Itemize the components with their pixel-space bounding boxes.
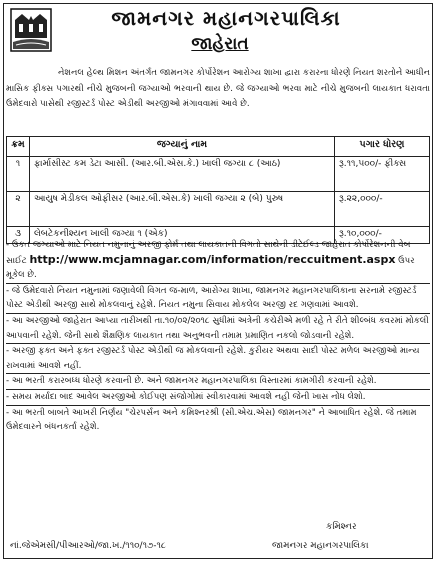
- row-pay: રૂ.૧૧,૫૦૦/- ફીક્સ: [335, 157, 430, 192]
- note-item: [6, 283, 430, 313]
- note-item: [6, 238, 430, 283]
- row-no: ૨: [7, 192, 30, 227]
- notes-list: [6, 238, 430, 435]
- website-link[interactable]: http://www.mcjamnagar.com/information/reccuitment.aspx: [29, 252, 396, 266]
- row-post: લેબટેકનીશ્યન ખાલી જગ્યા ૧ (એક): [30, 227, 335, 244]
- note-item: [6, 405, 430, 435]
- col-header-no: ક્રમ: [7, 137, 30, 157]
- row-no: ૩: [7, 227, 30, 244]
- note-text: - ઉકત જગ્યાઓ માટે નિયત નમુનાનું અરજી ફોર્મ તથા લાયકાતની વિગતો સાથેની ડીટેઈલ્ડ જાહેરાત કોર્પોરેશનની વેબ સાઈટ: [6, 240, 411, 266]
- note-item: [6, 343, 430, 373]
- col-header-post: જગ્યાનું નામ: [30, 137, 335, 157]
- note-item: [6, 389, 430, 405]
- row-post: ફાર્માસીસ્ટ કમ ડેટા આસી. (આર.બી.એસ.કે.) ખાલી જગ્યા ૮ (આઠ): [30, 157, 335, 192]
- note-item: [6, 373, 430, 389]
- row-pay: રૂ.૨૨,૦૦૦/-: [335, 192, 430, 227]
- row-post: આયુષ મેડીકલ ઓફીસર (આર.બી.એસ.કે) ખાલી જગ્યા ૨ (બે) પુરુષ: [30, 192, 335, 227]
- row-no: ૧: [7, 157, 30, 192]
- posts-table: [6, 136, 430, 244]
- signature-designation: કમિશ્નર: [326, 522, 357, 532]
- org-name: જામનગર મહાનગરપાલિકા: [111, 6, 341, 30]
- note-text: - અરજી ફક્ત અને ફક્ત રજીસ્ટર્ડ પોસ્ટ એડીથી જ મોકલવાની રહેશે. કુરીયર અથવા સાદી પોસ્ટ મળેલ અરજીઓ માન્ય રાખવામાં આવશે નહીં.: [6, 346, 420, 371]
- advertisement-title: જાહેરાત: [191, 34, 249, 54]
- note-text: - આ અરજીઓ જાહેરાત આપ્યા તારીખથી તા.૧૦/૦૨/૨૦૧૮ સુધીમાં અત્રેની કચેરીએ મળી રહે તે રીતે શીલ્બંધ કવરમાં મોકલી આપવાની રહેશે. જેની સાથે શૈક્ષણિક લાયકાત તથા અનુભવની તમામ પ્રમાણિત નકલો જોડવાની રહેશે.: [6, 315, 429, 341]
- col-header-pay: પગાર ધોરણ: [335, 137, 430, 157]
- intro-paragraph: [6, 66, 430, 113]
- note-item: [6, 313, 430, 343]
- note-text-end: ઉપર મૂકેલ છે.: [6, 255, 415, 281]
- note-text: - સમય મર્યાદા બાદ આવેલ અરજીઓ કોઈપણ સંજોગોમાં સ્વીકારવામાં આવશે નહી જેની ખાસ નોંધ લેશો.: [6, 391, 366, 402]
- signature-org: જામનગર મહાનગરપાલિકા: [272, 541, 369, 551]
- row-pay: રૂ.૧૦,૦૦૦/-: [335, 227, 430, 244]
- reference-number: નાં.જેએમસી/પીઆરઓ/જા.ખ./૧૧૦/૧૭-૧૮: [10, 541, 166, 551]
- table-header-row: [7, 137, 430, 157]
- table-row: [7, 157, 430, 192]
- note-text: - આ ભરતી કરારબધ્ધ ધોરણે કરવાની છે. અને જામનગર મહાનગરપાલિકા વિસ્તારમાં કામગીરી કરવાની રહેશે.: [6, 376, 377, 387]
- note-text: - આ ભરતી બાબતે આખરી નિર્ણય "ચેરપર્સન અને કમિશ્નરશ્રી (સી.એચ.એસ) જામનગર" ને આબાધિત રહેશે. જે તમામ ઉમેદવારને બંધનકર્તા રહેશે.: [6, 407, 417, 433]
- municipal-emblem-icon: [10, 8, 52, 52]
- note-text: - જે ઉમેદવારો નિયત નમુનામાં જણાવેલી વિગત જ-માળ, આરોગ્ય શાખા, જામનગર મહાનગરપાલિકાના સરનામે રજીસ્ટર્ડ પોસ્ટ એડીથી અરજી સાથે મોકલવાનું રહેશે. નિયત નમુના સિવાય મોકલેલ અરજી રદ ગણવામાં આવશે.: [6, 285, 417, 311]
- table-row: [7, 192, 430, 227]
- intro-text: નેશનલ હેલ્થ મિશન અંતર્ગત જામનગર કોર્પોરેશન આરોગ્ય શાખા દ્વારા કરારના ધોરણે નિયત શરતોને આધીન માસિક ફીક્સ પગારથી નીચે મુજબની જગ્યાઓ ભરવાની થાય છે. જે જગ્યાઓ ભરવા માટે નીચે મુજબની લાયકાત ધરાવતા ઉમેદવારો પાસેથી રજીસ્ટર્ડ પોસ્ટ એડીથી અરજીઓ મંગાવવામાં આવે છે.: [6, 68, 430, 109]
